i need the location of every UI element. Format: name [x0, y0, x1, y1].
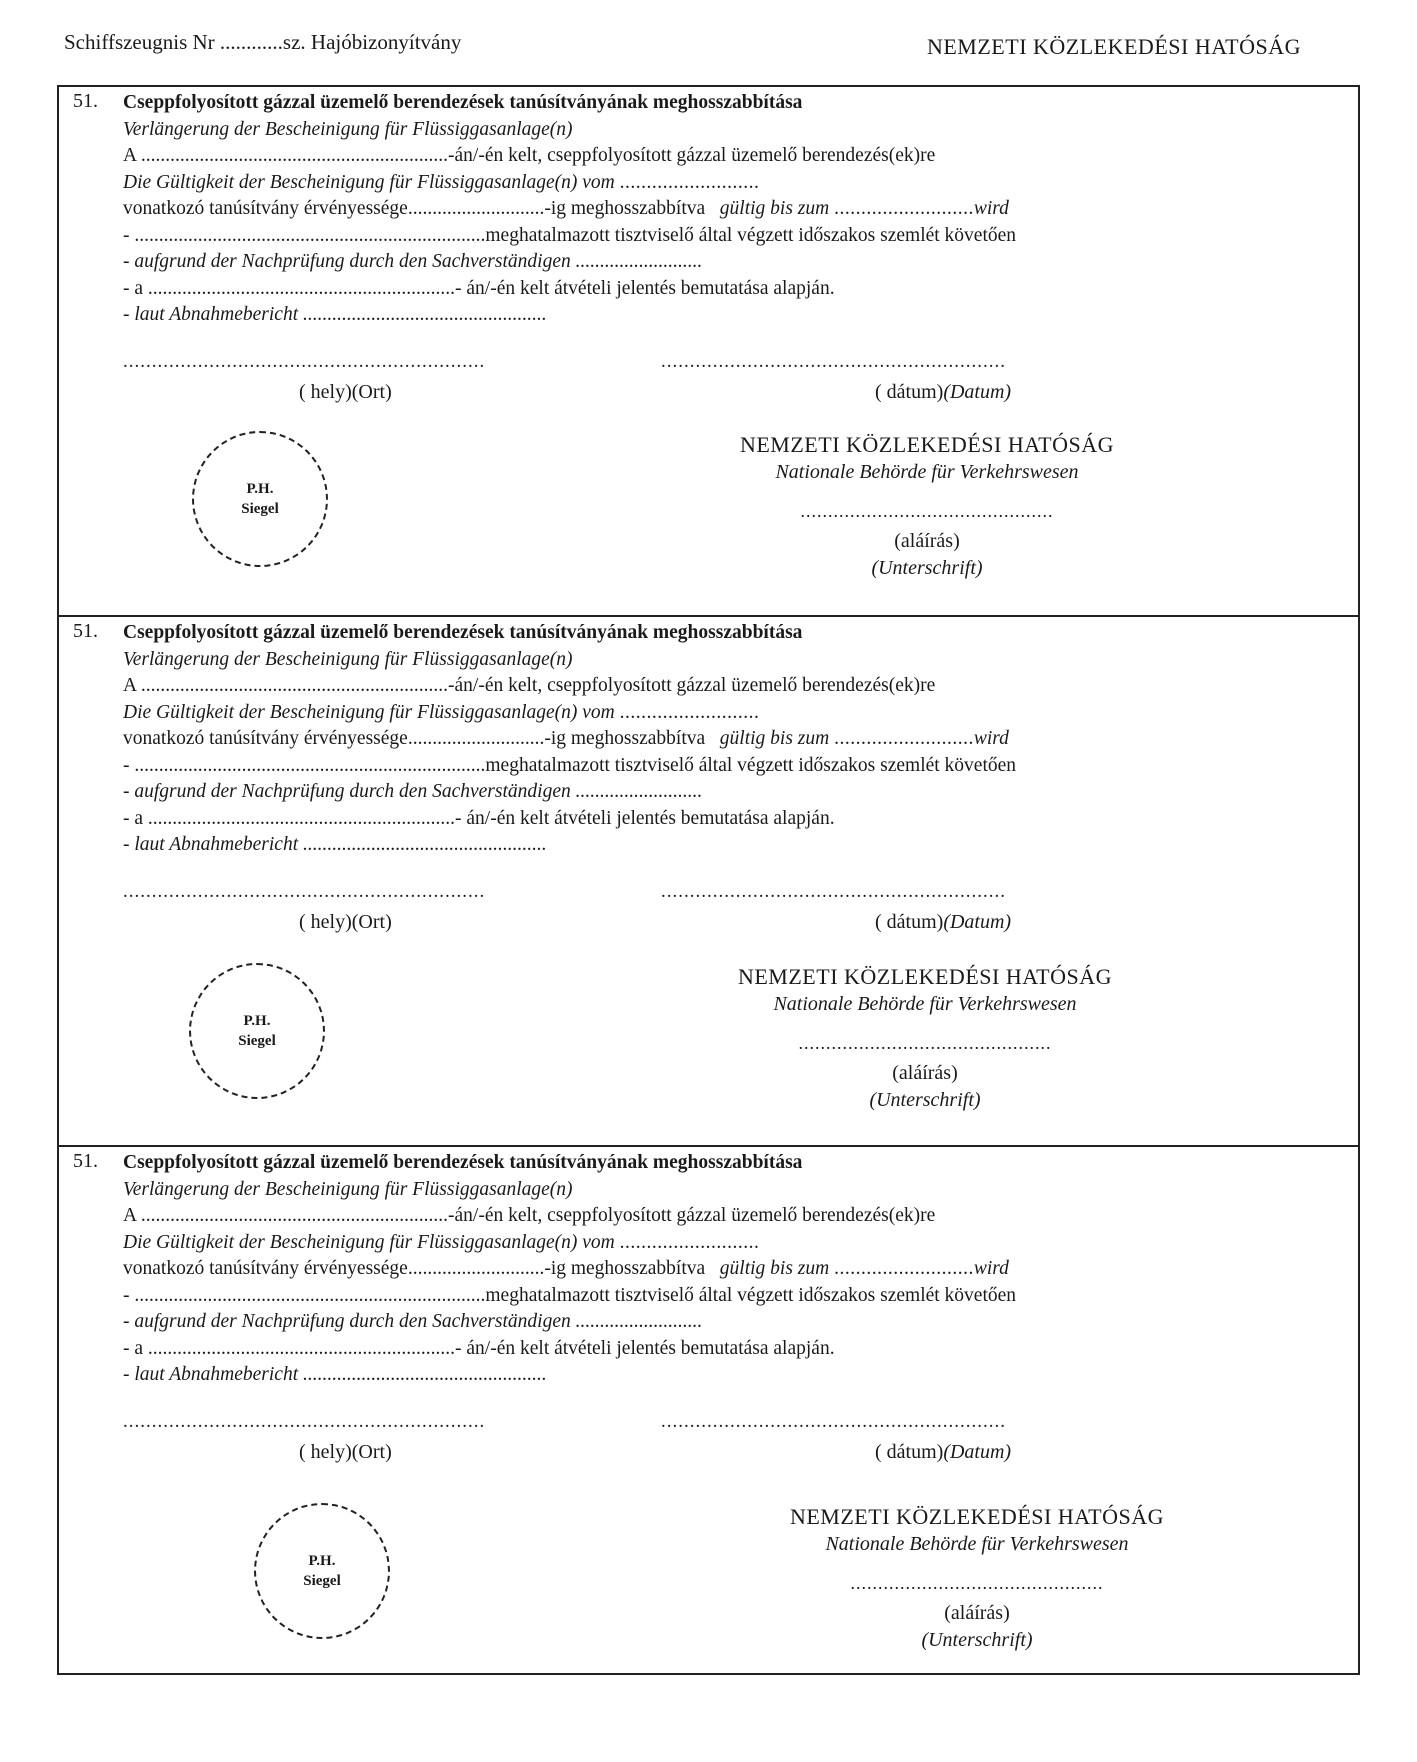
expert-hu-text: meghatalmazott tisztviselő által végzett időszakos szemlét követően [485, 1284, 1017, 1306]
date-label [875, 381, 1011, 404]
report-de-field[interactable]: .................................................. [303, 1364, 547, 1385]
section-title: Cseppfolyosított gázzal üzemelő berendezések tanúsítványának meghosszabbítása [123, 1152, 803, 1173]
valid-until-de: gültig bis zum [719, 728, 830, 749]
expert-hu-line [123, 753, 1353, 780]
section-number: 51. [73, 90, 98, 112]
place-label: ( hely)(Ort) [299, 381, 392, 403]
expert-de-field[interactable]: .......................... [575, 781, 703, 802]
issue-date-text: -án/-én kelt, cseppfolyosított gázzal üzemelő berendezés(ek)re [448, 1205, 936, 1226]
extension-section-1 [59, 85, 1358, 615]
report-hu-text: - án/-én kelt átvételi jelentés bemutatása alapján. [455, 807, 835, 829]
date-field[interactable]: ............................................................ [661, 351, 1006, 372]
signature-label-hu: (aláírás) [894, 530, 960, 552]
place-label: ( hely)(Ort) [299, 1441, 392, 1463]
validity-hu-text: vonatkozó tanúsítvány érvényessége............................-ig meghosszabbítva [123, 728, 706, 749]
authority-name: NEMZETI KÖZLEKEDÉSI HATÓSÁG [737, 964, 1112, 989]
expert-de-line [123, 779, 1353, 806]
authority-name: NEMZETI KÖZLEKEDÉSI HATÓSÁG [739, 432, 1114, 457]
signature-label-de: (Unterschrift) [869, 1089, 981, 1111]
official-stamp-placeholder [189, 963, 325, 1099]
validity-de-text: Die Gültigkeit der Bescheinigung für Flüssiggasanlage(n) vom [123, 171, 615, 193]
expert-hu-text: meghatalmazott tisztviselő által végzett időszakos szemlét követően [485, 224, 1017, 246]
authority-name-de: Nationale Behörde für Verkehrswesen [825, 1533, 1129, 1555]
stamp-text-ph: P.H. [243, 1013, 271, 1029]
expert-name-field[interactable]: - ........................................................................ [123, 754, 486, 776]
section-title-de: Verlängerung der Bescheinigung für Flüssiggasanlage(n) [123, 118, 573, 140]
signature-label-hu: (aláírás) [944, 1602, 1010, 1624]
validity-line [123, 196, 1353, 223]
section-number: 51. [73, 1150, 98, 1172]
section-title: Cseppfolyosított gázzal üzemelő berendezések tanúsítványának meghosszabbítása [123, 622, 803, 643]
signature-label-de: (Unterschrift) [921, 1629, 1033, 1651]
place-date-row [123, 351, 1223, 411]
place-date-row [123, 1411, 1223, 1471]
extension-section-3 [59, 1145, 1358, 1675]
validity-de-field[interactable]: .......................... [619, 701, 760, 723]
signature-field[interactable]: .............................................. [798, 1033, 1052, 1053]
authority-name-de: Nationale Behörde für Verkehrswesen [775, 461, 1079, 483]
report-hu-line [123, 276, 1353, 303]
date-label-hu: ( dátum) [875, 381, 944, 403]
report-date-field[interactable]: - a ............................................................... [123, 1337, 456, 1359]
official-stamp-placeholder [192, 431, 328, 567]
section-text [123, 1150, 1353, 1389]
expert-de-text: - aufgrund der Nachprüfung durch den Sachverständigen [123, 251, 571, 272]
validity-hu-text: vonatkozó tanúsítvány érvényessége............................-ig meghosszabbítva [123, 1258, 706, 1279]
report-de-line [123, 832, 1353, 859]
section-title: Cseppfolyosított gázzal üzemelő berendezések tanúsítványának meghosszabbítása [123, 92, 803, 113]
report-de-line [123, 1362, 1353, 1389]
issue-date-field[interactable]: A ............................................................... [123, 1205, 449, 1226]
issue-date-text: -án/-én kelt, cseppfolyosított gázzal üzemelő berendezés(ek)re [448, 145, 936, 166]
official-stamp-placeholder [254, 1503, 390, 1639]
report-de-field[interactable]: .................................................. [303, 834, 547, 855]
valid-until-field[interactable]: .......................... [834, 198, 974, 219]
expert-hu-line [123, 223, 1353, 250]
report-hu-line [123, 1336, 1353, 1363]
valid-until-de: gültig bis zum [719, 1258, 830, 1279]
date-label-de: (Datum) [943, 381, 1012, 403]
report-de-line [123, 302, 1353, 329]
expert-de-field[interactable]: .......................... [575, 1311, 703, 1332]
date-label-hu: ( dátum) [875, 1441, 944, 1463]
wird-text: wird [973, 1258, 1009, 1279]
report-hu-text: - án/-én kelt átvételi jelentés bemutatása alapján. [455, 1337, 835, 1359]
place-date-row [123, 881, 1223, 941]
place-field[interactable]: ............................................................... [123, 881, 486, 902]
issue-date-text: -án/-én kelt, cseppfolyosított gázzal üzemelő berendezés(ek)re [448, 675, 936, 696]
issue-date-field[interactable]: A ............................................................... [123, 675, 449, 696]
authority-signature-block [757, 1503, 1197, 1653]
issue-date-line [123, 143, 1353, 170]
form-frame [57, 85, 1360, 1675]
expert-hu-text: meghatalmazott tisztviselő által végzett időszakos szemlét követően [485, 754, 1017, 776]
stamp-text-siegel: Siegel [238, 1033, 276, 1049]
report-de-text: - laut Abnahmebericht [123, 1364, 299, 1385]
issue-date-line [123, 1203, 1353, 1230]
issue-date-field[interactable]: A ............................................................... [123, 145, 449, 166]
report-date-field[interactable]: - a ............................................................... [123, 277, 456, 299]
validity-de-text: Die Gültigkeit der Bescheinigung für Flüssiggasanlage(n) vom [123, 1231, 615, 1253]
stamp-text-siegel: Siegel [241, 501, 279, 517]
expert-de-line [123, 1309, 1353, 1336]
wird-text: wird [973, 198, 1009, 219]
validity-hu-text: vonatkozó tanúsítvány érvényessége............................-ig meghosszabbítva [123, 198, 706, 219]
authority-name-de: Nationale Behörde für Verkehrswesen [773, 993, 1077, 1015]
report-date-field[interactable]: - a ............................................................... [123, 807, 456, 829]
authority-name: NEMZETI KÖZLEKEDÉSI HATÓSÁG [789, 1504, 1164, 1529]
expert-de-line [123, 249, 1353, 276]
validity-de-field[interactable]: .......................... [619, 1231, 760, 1253]
section-title-de: Verlängerung der Bescheinigung für Flüssiggasanlage(n) [123, 1178, 573, 1200]
valid-until-de: gültig bis zum [719, 198, 830, 219]
stamp-text-ph: P.H. [246, 481, 274, 497]
section-text [123, 90, 1353, 329]
section-title-de: Verlängerung der Bescheinigung für Flüssiggasanlage(n) [123, 648, 573, 670]
date-label [875, 911, 1011, 934]
signature-field[interactable]: .............................................. [850, 1573, 1104, 1593]
date-label-de: (Datum) [943, 911, 1012, 933]
date-label-hu: ( dátum) [875, 911, 944, 933]
page-header [64, 30, 1353, 70]
validity-de-field[interactable]: .......................... [619, 171, 760, 193]
section-number: 51. [73, 620, 98, 642]
report-hu-line [123, 806, 1353, 833]
date-field[interactable]: ............................................................ [661, 1411, 1006, 1432]
validity-line [123, 726, 1353, 753]
wird-text: wird [973, 728, 1009, 749]
signature-field[interactable]: .............................................. [800, 501, 1054, 521]
stamp-text-ph: P.H. [308, 1553, 336, 1569]
expert-de-field[interactable]: .......................... [575, 251, 703, 272]
validity-line [123, 1256, 1353, 1283]
extension-section-2 [59, 615, 1358, 1145]
place-label: ( hely)(Ort) [299, 911, 392, 933]
authority-signature-block [707, 431, 1147, 581]
signature-label-de: (Unterschrift) [871, 557, 983, 579]
expert-de-text: - aufgrund der Nachprüfung durch den Sachverständigen [123, 1311, 571, 1332]
date-label-de: (Datum) [943, 1441, 1012, 1463]
certificate-number-label: Schiffszeugnis Nr ............sz. Hajóbizonyítvány [64, 30, 462, 54]
date-field[interactable]: ............................................................ [661, 881, 1006, 902]
validity-de-line [123, 700, 1353, 727]
expert-hu-line [123, 1283, 1353, 1310]
signature-label-hu: (aláírás) [892, 1062, 958, 1084]
expert-name-field[interactable]: - ........................................................................ [123, 224, 486, 246]
report-de-text: - laut Abnahmebericht [123, 834, 299, 855]
expert-de-text: - aufgrund der Nachprüfung durch den Sachverständigen [123, 781, 571, 802]
authority-signature-block [705, 963, 1145, 1113]
issue-date-line [123, 673, 1353, 700]
place-field[interactable]: ............................................................... [123, 351, 486, 372]
validity-de-line [123, 170, 1353, 197]
valid-until-field[interactable]: .......................... [834, 728, 974, 749]
authority-header: NEMZETI KÖZLEKEDÉSI HATÓSÁG [926, 34, 1301, 59]
report-hu-text: - án/-én kelt átvételi jelentés bemutatása alapján. [455, 277, 835, 299]
report-de-field[interactable]: .................................................. [303, 304, 547, 325]
place-field[interactable]: ............................................................... [123, 1411, 486, 1432]
expert-name-field[interactable]: - ........................................................................ [123, 1284, 486, 1306]
validity-de-text: Die Gültigkeit der Bescheinigung für Flüssiggasanlage(n) vom [123, 701, 615, 723]
validity-de-line [123, 1230, 1353, 1257]
section-text [123, 620, 1353, 859]
valid-until-field[interactable]: .......................... [834, 1258, 974, 1279]
stamp-text-siegel: Siegel [303, 1573, 341, 1589]
report-de-text: - laut Abnahmebericht [123, 304, 299, 325]
date-label [875, 1441, 1011, 1464]
